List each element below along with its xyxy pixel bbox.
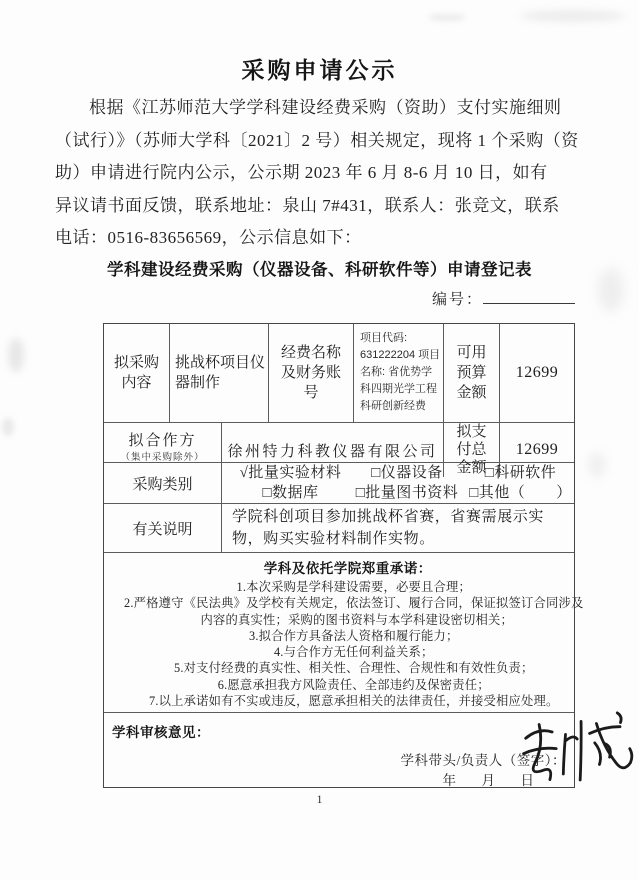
intro-line: 根据《江苏师范大学学科建设经费采购（资助）支付实施细则 [89,98,562,117]
commitment-line: 6.愿意承担我方风险责任、全部违约及保密责任； [217,677,490,692]
partner-label-text: 拟合作方 [128,433,197,449]
value-partner: 徐州特力科教仪器有限公司 [221,423,443,477]
category-options-row [234,463,574,483]
table-row [104,712,574,787]
fund-account-line: 631222204 项目 [360,349,441,361]
scan-artifact [588,452,606,478]
checkbox-option-bulk-materials: √批量实验材料 [239,465,342,481]
page-title: 采购申请公示 [241,57,398,83]
value-remarks: 学院科创项目参加挑战杯省赛，省赛需展示实物，购买实验材料制作实物。 [221,504,574,553]
commitment-section [104,553,592,712]
intro-line: 助）申请进行院内公示，公示期 2023 年 6 月 8-6 月 10 日，如有 [55,163,548,182]
value-purchase-content: 挑战杯项目仪器制作 [169,324,268,422]
commitment-title: 学科及依托学院郑重承诺： [263,561,432,576]
purchase-registration-table [103,323,584,788]
scan-artifact [428,14,466,21]
label-category: 采购类别 [132,476,193,493]
label-available-budget: 可用预算金额 [443,324,499,422]
commitment-line: 3.拟合作方具备法人资格和履行能力； [248,628,459,643]
value-fund-account [353,324,443,422]
table-row [104,324,574,422]
date-label: 年 月 日 [442,773,540,788]
checkbox-option-software: □科研软件 [484,465,557,481]
review-section [104,713,574,787]
serial-label: 编号： [431,292,483,308]
form-title: 学科建设经费采购（仪器设备、科研软件等）申请登记表 [107,261,532,279]
intro-line: 电话：0516-83656569，公示信息如下： [55,228,362,247]
commitment-line: 7.以上承诺如有不实或违反，愿意承担相关的法律责任，并接受相应处理。 [148,694,559,709]
table-row [104,462,574,503]
partner-label-note: （集中采购除外） [120,453,205,463]
commitment-line: 内容的真实性；采购的图书资料与本学科建设密切相关； [200,612,513,627]
commitment-line: 4.与合作方无任何利益关系； [273,645,434,660]
sign-label: 学科带头/负责人（签字）： [400,753,566,768]
fund-account-line: 项目代码: [360,332,408,344]
checkbox-option-other: □其他（ ） [469,485,572,501]
commitment-line: 2.严格遵守《民法典》及学校有关规定，依法签订、履行合同，保证拟签订合同涉及 [124,596,584,611]
table-row [104,503,574,552]
fund-account-line: 科四期光学工程 [360,383,437,395]
serial-number-field [432,288,575,309]
page-number: 1 [316,792,323,806]
table-row [104,552,584,712]
checkbox-option-database: □数据库 [262,485,319,501]
value-available-budget: 12699 [499,324,574,422]
checkbox-option-equipment: □仪器设备 [371,465,443,481]
label-fund-account: 经费名称及财务账号 [268,324,353,422]
value-pay-total: 12699 [499,423,574,477]
scan-artifact [8,338,24,372]
commitment-line: 1.本次采购是学科建设需要，必要且合理； [236,580,472,594]
label-purchase-content: 拟采购内容 [113,355,159,391]
commitment-line: 5.对支付经费的真实性、相关性、合理性、合规性和有效性负责； [173,661,534,676]
category-options [221,463,574,503]
intro-paragraph [55,92,597,255]
label-remarks: 有关说明 [132,522,193,538]
fund-account-line: 名称: 省优势学 [360,366,433,378]
checkbox-option-books: □批量图书资料 [355,485,459,501]
review-label: 学科审核意见： [112,725,210,740]
label-pay-total: 拟支付总金额 [443,423,499,477]
scan-artifact [2,418,14,436]
intro-line: （试行）》（苏师大学科〔2021〕2 号）相关规定，现将 1 个采购（资 [55,130,579,150]
category-options-row [234,483,574,503]
serial-underline [483,288,575,304]
intro-line: 异议请书面反馈，联系地址：泉山 7#431，联系人：张竞文，联系 [55,195,560,215]
scan-artifact [520,10,625,22]
fund-account-line: 科研创新经费 [360,400,426,412]
